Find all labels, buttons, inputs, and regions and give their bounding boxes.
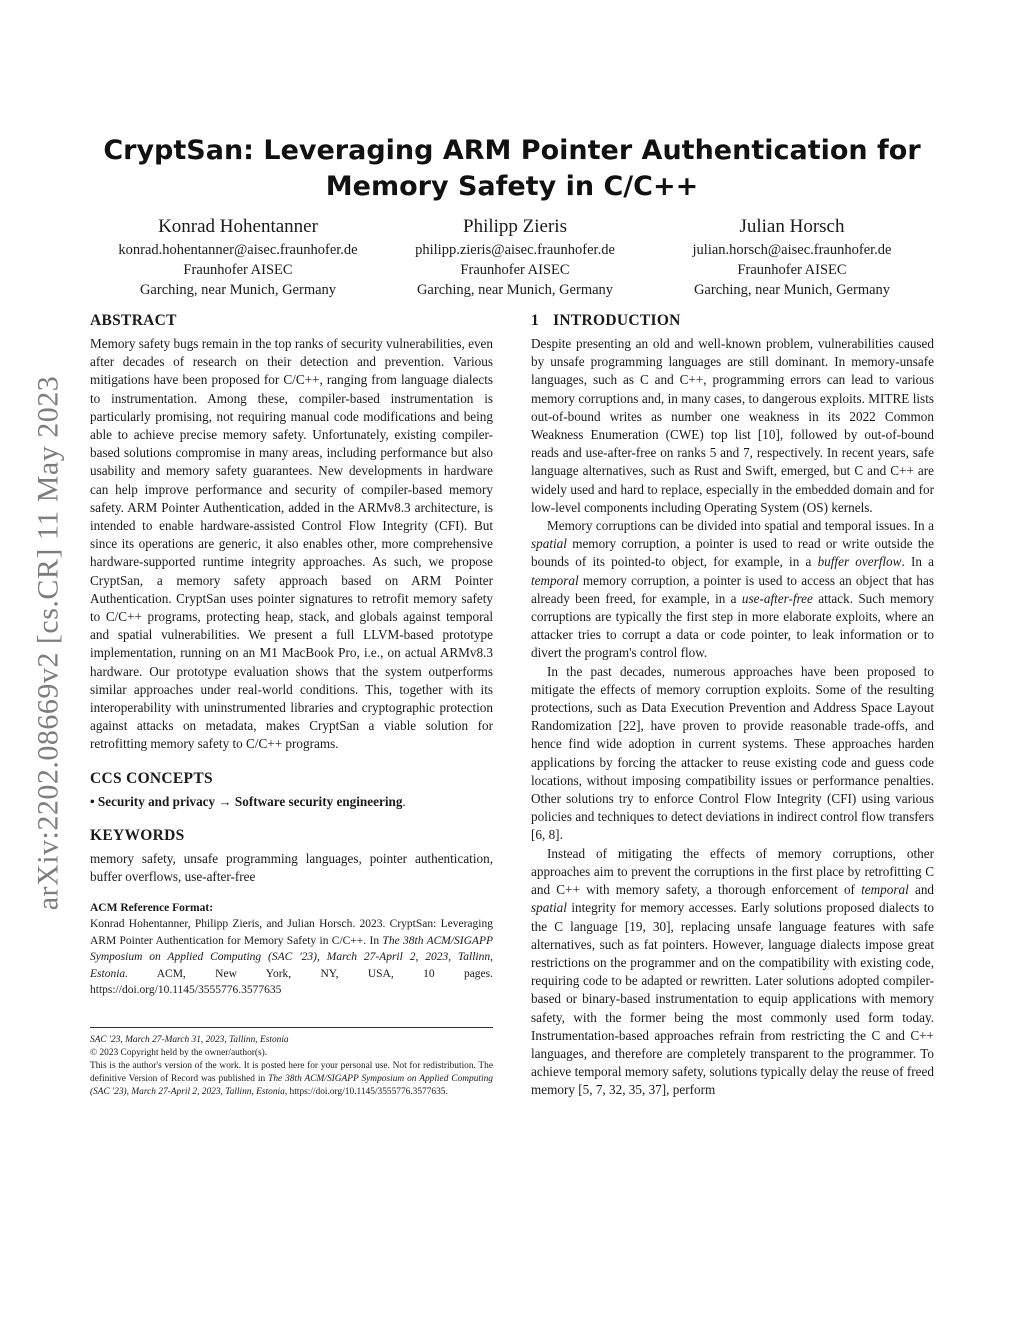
author-email: julian.horsch@aisec.fraunhofer.de: [692, 242, 892, 258]
footnote-copyright: © 2023 Copyright held by the owner/author(s).: [90, 1047, 268, 1058]
paper-title: CryptSan: Leveraging ARM Pointer Authentication for Memory Safety in C/C++: [103, 135, 921, 202]
keywords-text: memory safety, unsafe programming languages, pointer authentication, buffer overflows, use-after-free: [90, 850, 493, 885]
acm-reference-text: [90, 916, 493, 999]
acm-reference-doi[interactable]: ACM, New York, NY, USA, 10 pages. https://doi.org/10.1145/3555776.3577635: [90, 967, 493, 997]
abstract-heading: ABSTRACT: [90, 312, 177, 329]
footnote-conference: [90, 1034, 493, 1047]
text-run: integrity for memory accesses. Early solutions proposed dialects to the C language [19, 30], replacing unsafe language features with safe alternatives, such as fat pointers. However, language dialects impose great restrictions on the programmer and on the compatibility with existing code, requiring code to be adapted or rewritten. Later solutions adopted compiler-based or binary-based instrumentation to equip applications with memory safety, with the former being the most commonly used form today. Instrumentation-based approaches refrain from restricting the C and C++ languages, and therefore are completely transparent to the programmer. To achieve temporal memory safety, solutions typically delay the reuse of freed memory [5, 7, 32, 35, 37], perform: [531, 900, 934, 1098]
footnote-conference-text: SAC '23, March 27-March 31, 2023, Tallinn, Estonia: [90, 1034, 289, 1045]
left-column: [90, 310, 493, 1099]
acm-reference-heading: ACM Reference Format:: [90, 902, 214, 915]
ccs-end: .: [402, 793, 406, 809]
emphasis: buffer overflow: [817, 554, 902, 570]
author-location: Garching, near Munich, Germany: [139, 282, 337, 298]
author-email: konrad.hohentanner@aisec.fraunhofer.de: [118, 242, 358, 258]
emphasis: temporal: [531, 572, 579, 588]
intro-paragraph-3: In the past decades, numerous approaches have been proposed to mitigate the effects of memory corruption exploits. Some of the resulting protections, such as Data Execution Prevention and Address Space Layout Randomization [22], have proven to provide reasonable trade-offs, and hence find wide adoption in current systems. These approaches harden applications by forcing the attacker to reuse existing code and guess code locations, without imposing compatibility issues or performance penalties. Other solutions try to enforce Control Flow Integrity (CFI) using various policies and techniques to detect deviations in indirect control flow transfers [6, 8].: [531, 663, 934, 843]
author-affiliation: Fraunhofer AISEC: [737, 262, 847, 278]
footnote-notice-text: This is the author's version of the work. It is posted here for your personal use. Not for redistribution. The definitive Version of Record was published in: [90, 1060, 493, 1084]
text-run: memory corruption, a pointer is used to access an object that has already been freed, for example, in a: [531, 572, 934, 606]
author-location: Garching, near Munich, Germany: [416, 282, 614, 298]
author-name: Julian Horsch: [739, 216, 845, 237]
acm-reference-venue: The 38th ACM/SIGAPP Symposium on Applied Computing (SAC '23), March 27-April 2, 2023, Tallinn, Estonia.: [90, 934, 493, 980]
author-2: [377, 214, 653, 300]
text-run: . In a: [901, 554, 934, 570]
arxiv-identifier: [28, 345, 68, 940]
author-affiliation: Fraunhofer AISEC: [460, 262, 570, 278]
keywords-heading: KEYWORDS: [90, 826, 185, 844]
emphasis: use-after-free: [741, 590, 813, 606]
ccs-concepts: [90, 793, 493, 811]
author-1: [100, 214, 376, 300]
introduction-heading: [531, 310, 934, 332]
author-name: Philipp Zieris: [463, 216, 567, 237]
section-title: INTRODUCTION: [553, 312, 681, 329]
emphasis: spatial: [531, 536, 567, 552]
right-column: [531, 310, 934, 1100]
text-run: and: [908, 882, 935, 898]
footnote: [90, 1034, 493, 1099]
ccs-concept-text: • Security and privacy → Software security engineering: [90, 793, 403, 809]
emphasis: spatial: [531, 900, 567, 916]
text-run: Instead of mitigating the effects of memory corruptions, other approaches aim to prevent the corruptions in the first place by retrofitting C and C++ with memory safety, a thorough enforcement of: [531, 845, 934, 898]
author-3: [654, 214, 930, 300]
text-run: Memory corruptions can be divided into spatial and temporal issues. In a: [547, 518, 934, 534]
text-run: memory corruption, a pointer is used to read or write outside the bounds of its pointed-to object, for example, in a: [531, 536, 934, 570]
intro-paragraph-1: Despite presenting an old and well-known problem, vulnerabilities caused by unsafe programming languages are still dominant. In memory-unsafe languages, such as C and C++, programming errors can lead to various memory corruptions and, in many cases, to dangerous exploits. MITRE lists out-of-bound writes as number one weakness in its 2022 Common Weakness Enumeration (CWE) top list [10], followed by out-of-bound reads and use-after-free on ranks 5 and 7, respectively. In recent years, safe language alternatives, such as Rust and Swift, emerged, but C and C++ are widely used and hard to replace, especially in the embedded domain and for low-level components including Operating System (OS) kernels.: [531, 336, 934, 515]
intro-paragraph-4: [531, 845, 934, 1100]
abstract-text: Memory safety bugs remain in the top ranks of security vulnerabilities, even after decades of research on their detection and prevention. Various mitigations have been proposed for C/C++, ranging from language dialects to instrumentation. Among these, compiler-based instrumentation is particularly promising, not requiring manual code modifications and being able to achieve precise memory safety. Unfortunately, existing compiler-based solutions compromise in many areas, including performance but also usability and memory safety guarantees. New developments in hardware can help improve performance and security of compiler-based memory safety. ARM Pointer Authentication, added in the ARMv8.3 architecture, is intended to enable hardware-assisted Control Flow Integrity (CFI). But since its operations are generic, it also enables other, more comprehensive hardware-supported runtime integrity approaches. As such, we propose CryptSan, a memory safety approach based on ARM Pointer Authentication. CryptSan uses pointer signatures to retrofit memory safety to C/C++ programs, protecting heap, stack, and globals against temporal and spatial vulnerabilities. We present a full LLVM-based prototype implementation, running on an M1 MacBook Pro, i.e., on actual ARMv8.3 hardware. Our prototype evaluation shows that the system outperforms similar approaches under real-world conditions. This, together with its interoperability with uninstrumented libraries and cryptographic protection against attacks on metadata, makes CryptSan a viable solution for retrofitting memory safety to C/C++ programs.: [90, 336, 493, 752]
author-block: [100, 214, 930, 300]
author-name: Konrad Hohentanner: [158, 216, 318, 237]
section-number: 1: [531, 312, 540, 329]
intro-paragraph-2: [531, 517, 934, 663]
footnote-divider: [90, 1027, 493, 1028]
footnote-notice-venue: The 38th ACM/SIGAPP Symposium on Applied Computing (SAC '23), March 27-April 2, 2023, Tallinn, Estonia: [90, 1073, 493, 1097]
footnote-notice: [90, 1060, 493, 1099]
ccs-heading: CCS CONCEPTS: [90, 769, 213, 787]
author-affiliation: Fraunhofer AISEC: [183, 262, 293, 278]
author-location: Garching, near Munich, Germany: [693, 282, 891, 298]
acm-reference-authors: Konrad Hohentanner, Philipp Zieris, and Julian Horsch. 2023. CryptSan: Leveraging ARM Pointer Authentication for Memory Safety in C/C++. In: [90, 918, 493, 947]
emphasis: temporal: [861, 882, 909, 898]
text-run: attack. Such memory corruptions are typically the first step in more elaborate exploits, where an attacker tries to corrupt a data or code pointer, to leak information or to divert the program's control flow.: [531, 590, 935, 661]
arxiv-identifier-text: arXiv:2202.08669v2 [cs.CR] 11 May 2023: [31, 375, 65, 910]
author-email: philipp.zieris@aisec.fraunhofer.de: [415, 242, 615, 258]
footnote-notice-doi[interactable]: , https://doi.org/10.1145/3555776.3577635.: [284, 1086, 448, 1097]
